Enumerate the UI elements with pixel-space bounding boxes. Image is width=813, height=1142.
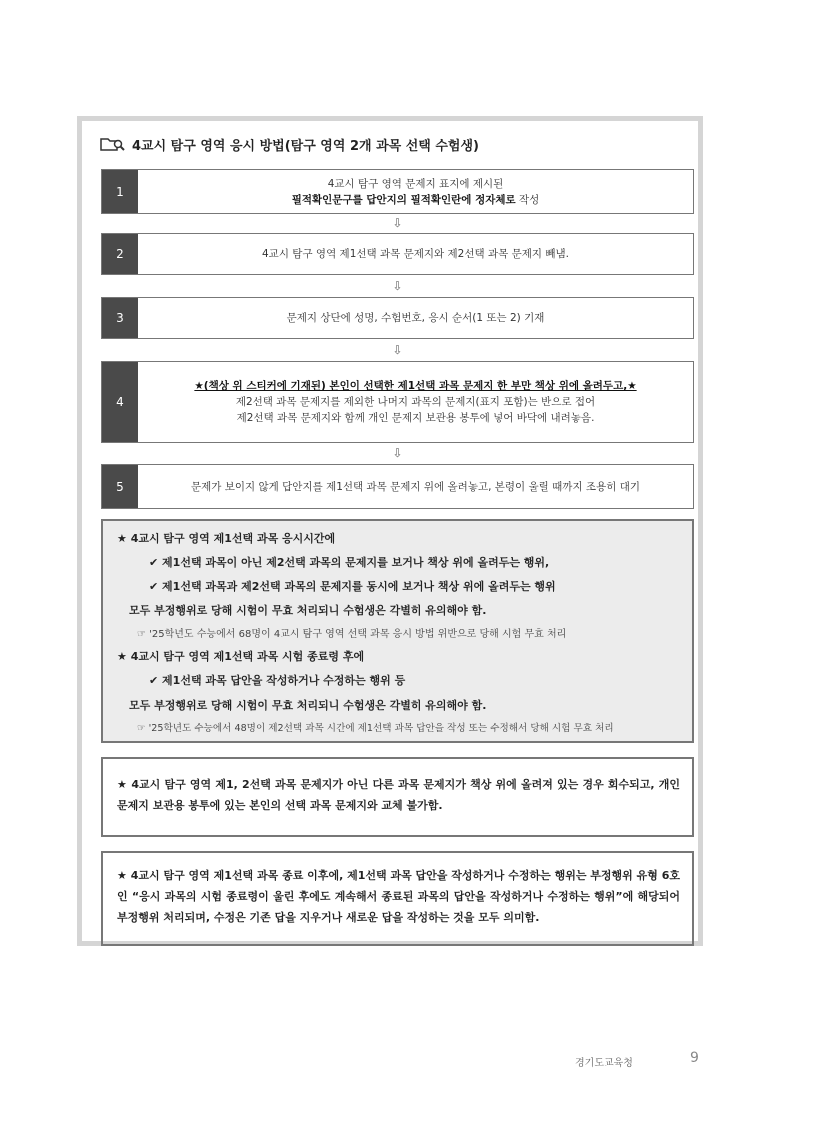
step-5: [101, 464, 694, 509]
step-text: 4교시 탐구 영역 문제지 표지에 제시된: [327, 177, 504, 190]
folder-search-icon: [100, 136, 126, 152]
cheating-type-box: [101, 851, 694, 946]
step-text: 문제지 상단에 성명, 수험번호, 응시 순서(1 또는 2) 기재: [286, 312, 545, 324]
notice-statistic: ☞ '25학년도 수능에서 48명이 제2선택 과목 시간에 제1선택 과목 답안을 작성 또는 수정해서 당해 시험 무효 처리: [137, 723, 614, 734]
step-1: [101, 169, 694, 214]
step-text: 4교시 탐구 영역 제1선택 과목 문제지와 제2선택 과목 문제지 빼냄.: [262, 248, 569, 260]
notice-checkitem: ✔ 제1선택 과목이 아닌 제2선택 과목의 문제지를 보거나 책상 위에 올려두는 행위,: [149, 556, 550, 569]
step-number: 3: [102, 298, 138, 338]
section-header: [100, 131, 479, 157]
page-number: 9: [690, 1050, 699, 1066]
step-text: 작성: [515, 193, 540, 206]
notice-statistic: ☞ '25학년도 수능에서 68명이 4교시 탐구 영역 선택 과목 응시 방법 위반으로 당해 시험 무효 처리: [137, 629, 567, 640]
notice-checkitem: ✔ 제1선택 과목과 제2선택 과목의 문제지를 동시에 보거나 책상 위에 올려두는 행위: [149, 580, 556, 593]
notice-heading: ★ 4교시 탐구 영역 제1선택 과목 응시시간에: [117, 532, 336, 545]
step-number: 4: [102, 362, 138, 442]
notice-checkitem: ✔ 제1선택 과목 답안을 작성하거나 수정하는 행위 등: [149, 674, 406, 687]
step-2: [101, 233, 694, 275]
footer-organization: 경기도교육청: [575, 1058, 633, 1069]
down-arrow-icon: ⇩: [392, 446, 403, 460]
step-number: 5: [102, 465, 138, 508]
step-4: [101, 361, 694, 443]
step-text: 문제가 보이지 않게 답안지를 제1선택 과목 문제지 위에 올려놓고, 본령이 울릴 때까지 조용히 대기: [191, 480, 640, 493]
notice-paragraph: ★ 4교시 탐구 영역 제1, 2선택 과목 문제지가 아닌 다른 과목 문제지가 책상 위에 올려져 있는 경우 회수되고, 개인 문제지 보관용 봉투에 있는 본인의 선택 과목 문제지와 교체 불가함.: [117, 778, 680, 812]
notice-warning: 모두 부정행위로 당해 시험이 무효 처리되니 수험생은 각별히 유의해야 함.: [129, 604, 487, 617]
content-frame: [77, 116, 703, 946]
notice-heading: ★ 4교시 탐구 영역 제1선택 과목 시험 종료령 후에: [117, 650, 365, 663]
notice-paragraph: ★ 4교시 탐구 영역 제1선택 과목 종료 이후에, 제1선택 과목 답안을 작성하거나 수정하는 행위는 부정행위 유형 6호인 “응시 과목의 시험 종료령이 울린 후에도 계속해서 종료된 과목의 답안을 작성하거나 수정하는 행위”에 해당되어 부정행위 처리되며, 수정은 기존 답을 지우거나 새로운 답을 작성하는 것을 모두 의미함.: [117, 869, 680, 924]
replacement-notice-box: [101, 757, 694, 837]
down-arrow-icon: ⇩: [392, 279, 403, 293]
step-3: [101, 297, 694, 339]
down-arrow-icon: ⇩: [392, 216, 403, 230]
down-arrow-icon: ⇩: [392, 343, 403, 357]
step-text: 제2선택 과목 문제지와 함께 개인 문제지 보관용 봉투에 넣어 바닥에 내려놓음.: [236, 412, 595, 424]
step-text: 제2선택 과목 문제지를 제외한 나머지 과목의 문제지(표지 포함)는 반으로 접어: [235, 396, 596, 408]
step-number: 1: [102, 170, 138, 213]
warning-notice-box: [101, 519, 694, 743]
section-title: 4교시 탐구 영역 응시 방법(탐구 영역 2개 과목 선택 수험생): [132, 138, 479, 154]
notice-warning: 모두 부정행위로 당해 시험이 무효 처리되니 수험생은 각별히 유의해야 함.: [129, 699, 487, 712]
step-emphasis: ★(책상 위 스티커에 기재된) 본인이 선택한 제1선택 과목 문제지 한 부만 책상 위에 올려두고,★: [194, 380, 637, 392]
step-emphasis: 필적확인문구를 답안지의 필적확인란에 정자체로: [291, 193, 516, 206]
step-number: 2: [102, 234, 138, 274]
